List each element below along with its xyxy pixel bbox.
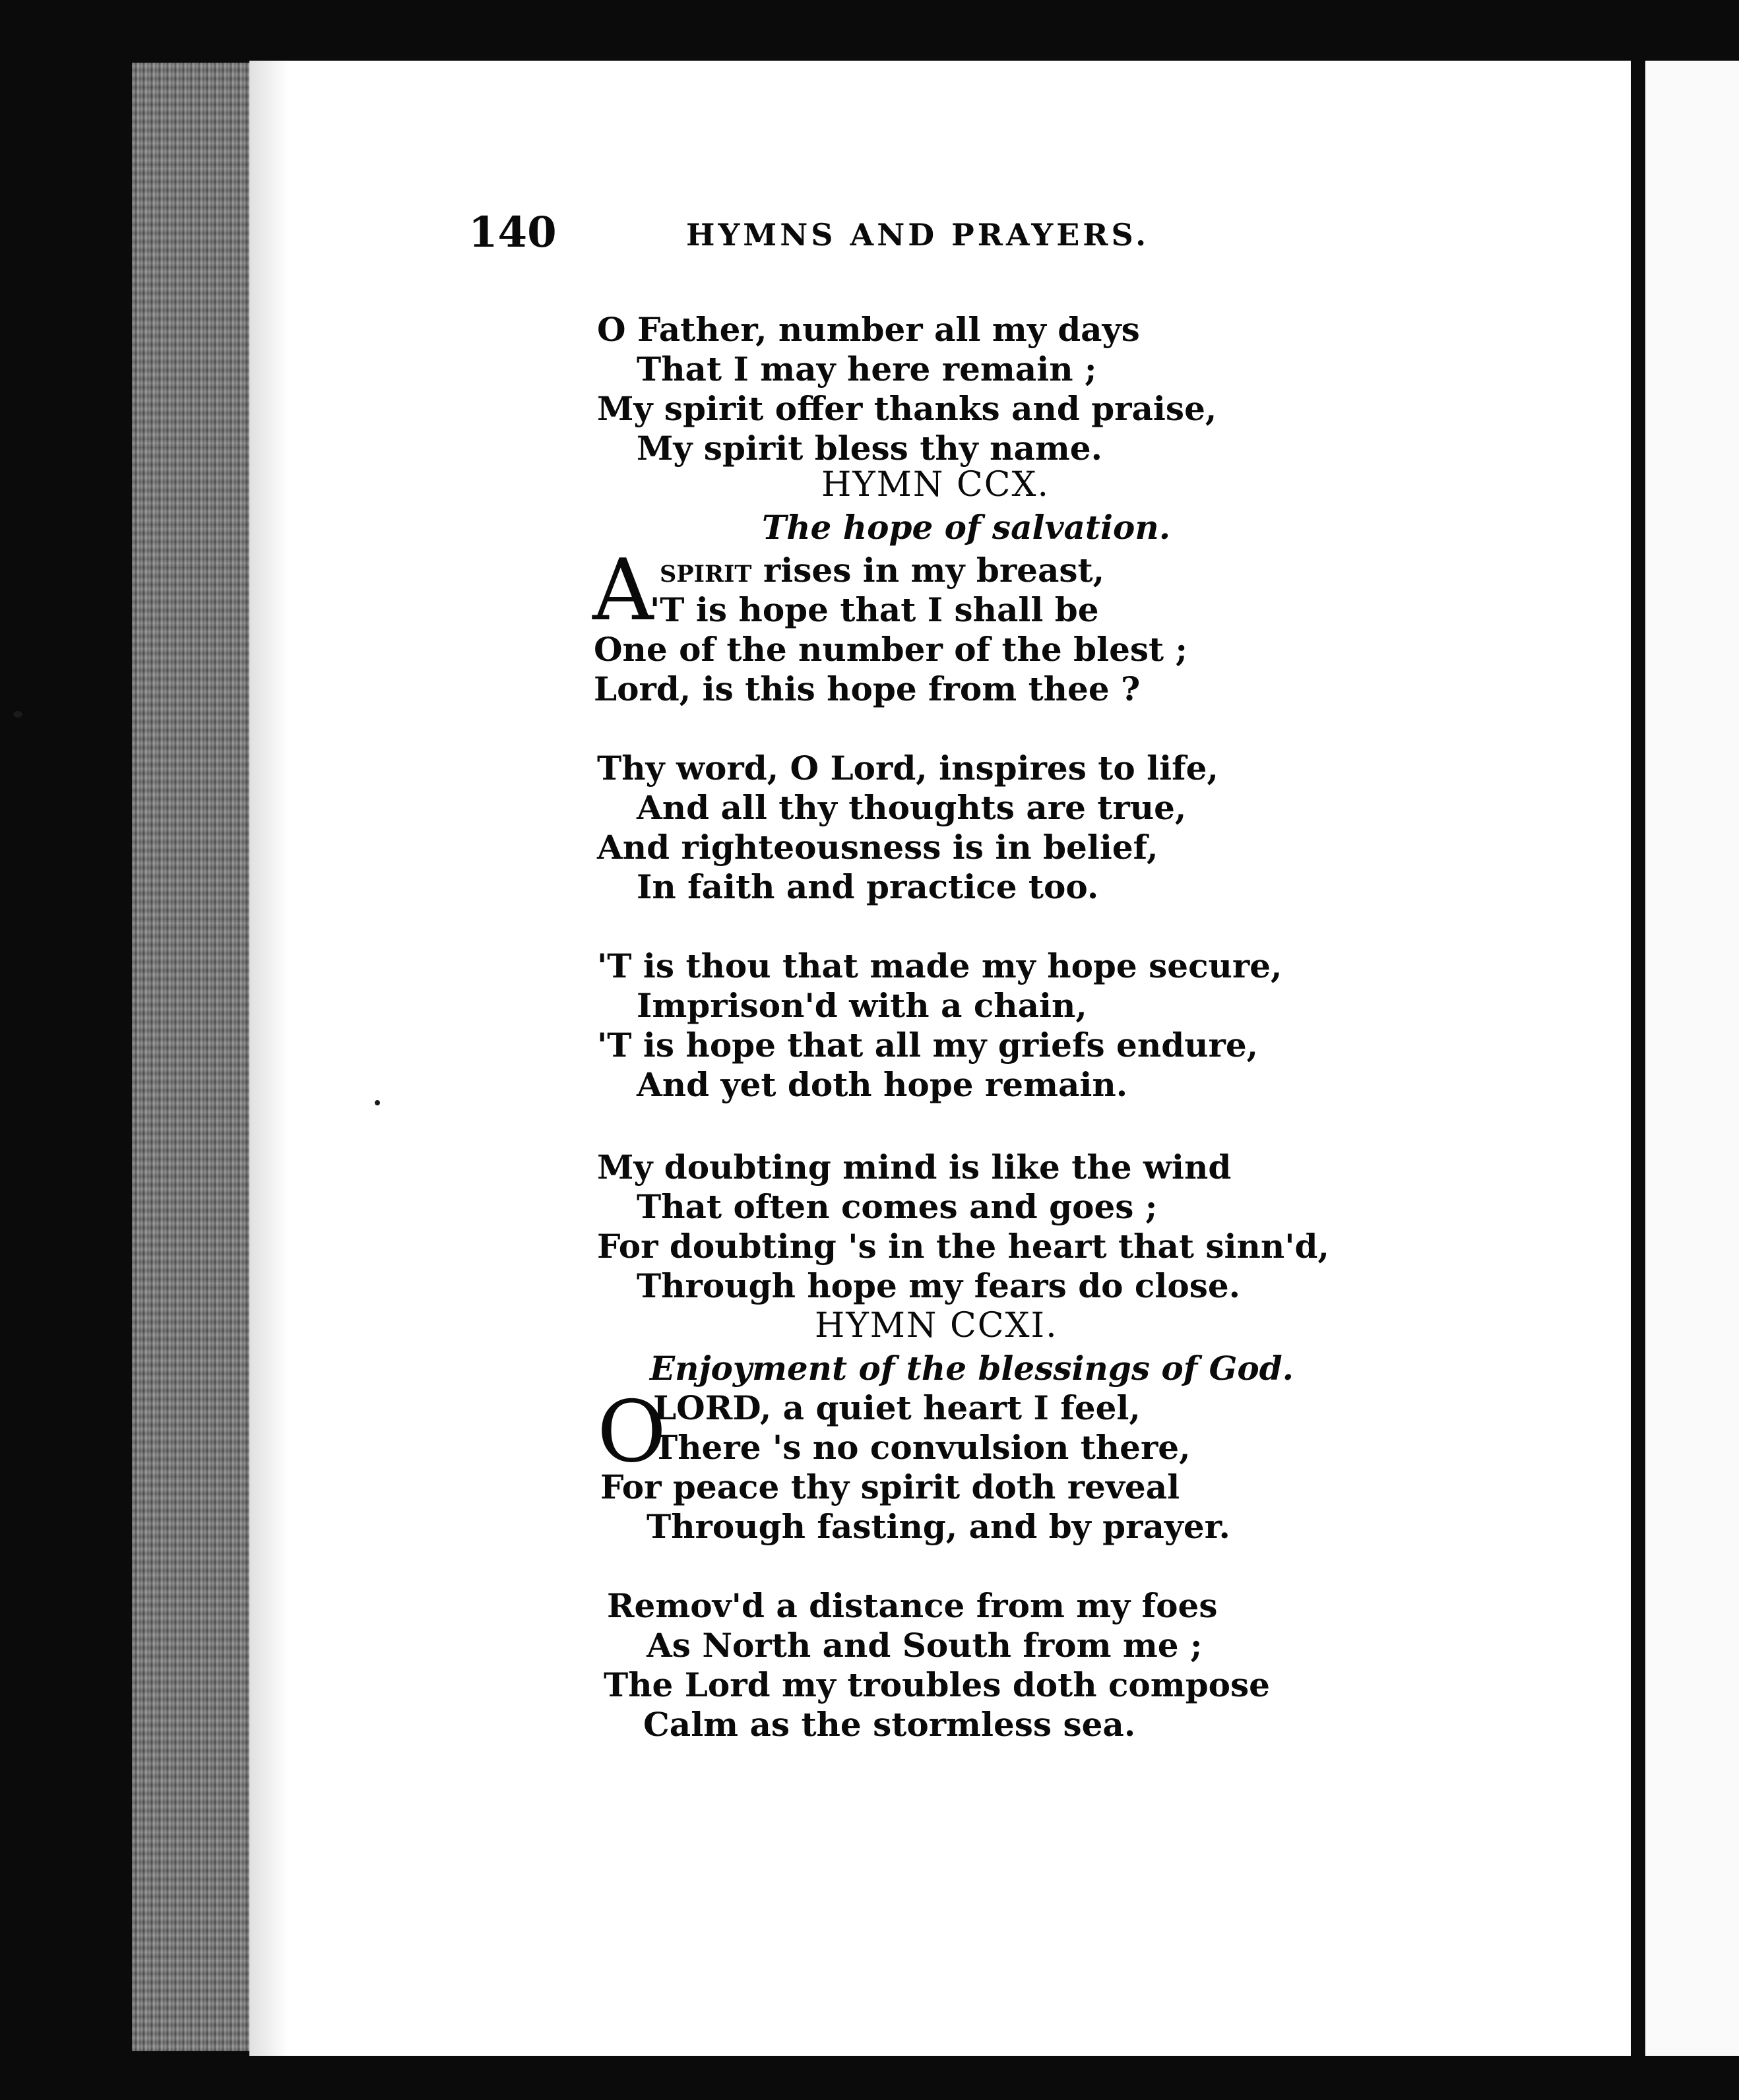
verse-line: And yet doth hope remain.: [637, 1065, 1128, 1104]
scan-speck: [375, 1100, 380, 1105]
verse-line: Calm as the stormless sea.: [643, 1705, 1136, 1744]
verse-line: That I may here remain ;: [637, 350, 1097, 388]
verse-line: And righteousness is in belief,: [597, 828, 1158, 867]
verse-line: My doubting mind is like the wind: [597, 1148, 1232, 1187]
drop-cap: O: [597, 1383, 666, 1481]
verse-line: Through hope my fears do close.: [637, 1266, 1241, 1305]
hymn-subtitle: Enjoyment of the blessings of God.: [650, 1349, 1294, 1388]
verse-line: 'T is hope that I shall be: [650, 590, 1099, 629]
verse-line: Lord, is this hope from thee ?: [594, 669, 1141, 708]
verse-line: [660, 551, 1104, 590]
verse-line: O Father, number all my days: [597, 310, 1140, 349]
book-gutter: [1631, 53, 1645, 2071]
hymn-subtitle: The hope of salvation.: [762, 508, 1171, 547]
verse-line: One of the number of the blest ;: [594, 630, 1187, 669]
verse-line: The Lord my troubles doth compose: [604, 1665, 1270, 1704]
verse-line: 'T is thou that made my hope secure,: [597, 946, 1282, 985]
book-page-edges: [132, 63, 251, 2051]
verse-line: That often comes and goes ;: [637, 1187, 1158, 1226]
verse-line: For peace thy spirit doth reveal: [600, 1467, 1180, 1506]
verse-line: My spirit offer thanks and praise,: [597, 389, 1217, 428]
scan-speck: [13, 711, 22, 718]
verse-line: As North and South from me ;: [647, 1626, 1203, 1665]
verse-line: My spirit bless thy name.: [637, 429, 1103, 468]
hymn-title: HYMN CCX.: [821, 465, 1050, 505]
page-number: 140: [468, 208, 557, 257]
running-head: HYMNS AND PRAYERS.: [686, 217, 1150, 253]
verse-line-rest: rises in my breast,: [751, 551, 1105, 590]
facing-page-edge: [1645, 61, 1739, 2056]
verse-line: There 's no convulsion there,: [653, 1428, 1191, 1467]
verse-line: For doubting 's in the heart that sinn'd,: [597, 1227, 1329, 1266]
verse-line-smallcaps: spirit: [660, 551, 752, 590]
verse-line: 'T is hope that all my griefs endure,: [597, 1026, 1259, 1065]
verse-line: Thy word, O Lord, inspires to life,: [597, 749, 1218, 788]
hymn-title: HYMN CCXI.: [815, 1306, 1058, 1345]
verse-line: Through fasting, and by prayer.: [647, 1507, 1230, 1546]
verse-line: And all thy thoughts are true,: [637, 788, 1187, 827]
drop-cap: A: [592, 541, 654, 640]
verse-line: LORD, a quiet heart I feel,: [653, 1388, 1141, 1427]
page-header: [468, 208, 1227, 267]
verse-line: Imprison'd with a chain,: [637, 986, 1087, 1025]
verse-line: Remov'd a distance from my foes: [607, 1586, 1218, 1625]
verse-line: In faith and practice too.: [637, 867, 1099, 906]
